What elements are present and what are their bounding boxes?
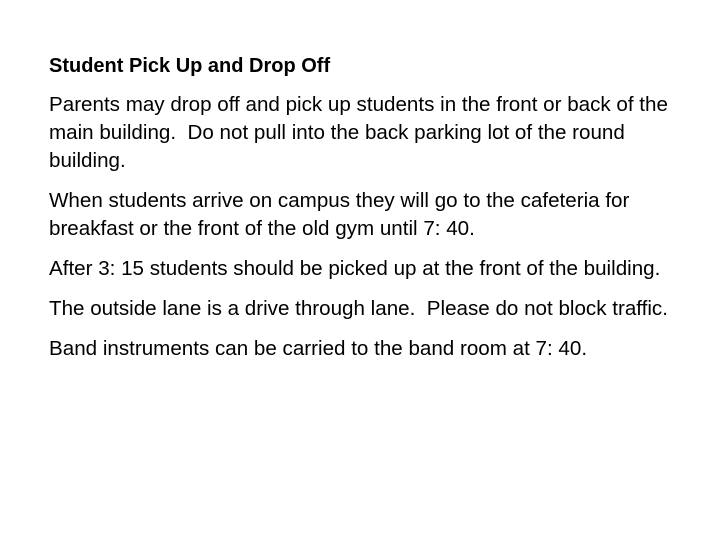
paragraph-pick-up-time: After 3: 15 students should be picked up at the front of the building. (49, 257, 661, 280)
paragraph-outside-lane: The outside lane is a drive through lane. Please do not block traffic. (49, 297, 668, 320)
paragraph-band-instruments: Band instruments can be carried to the band room at 7: 40. (49, 337, 588, 360)
paragraph-arrival: When students arrive on campus they will go to the cafeteria for breakfast or the front of the old gym until 7: 40. (49, 189, 636, 240)
page-title: Student Pick Up and Drop Off (49, 55, 331, 77)
paragraph-parent-drop-off: Parents may drop off and pick up students in the front or back of the main building. Do not pull into the back parking lot of the round building. (49, 93, 674, 172)
document-body (49, 52, 699, 375)
